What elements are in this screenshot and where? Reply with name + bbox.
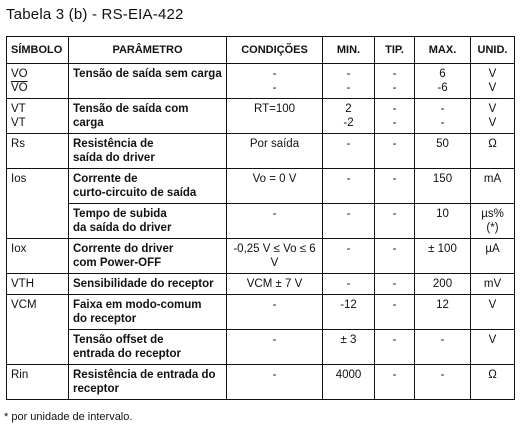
cell-max-line: ± 100	[428, 243, 457, 255]
cell-condicoes	[227, 134, 323, 169]
cell-tip	[375, 134, 415, 169]
cell-tip-line: -	[392, 173, 397, 185]
cell-max-line: 150	[432, 173, 453, 185]
cell-min-line: 4000	[335, 369, 362, 381]
cell-simbolo-line: Ios	[11, 173, 27, 185]
cell-unid-line: µs%	[481, 208, 504, 220]
cell-max	[415, 134, 471, 169]
cell-tip	[375, 295, 415, 330]
cell-tip-line: -	[392, 138, 397, 150]
cell-min-line: -	[346, 82, 351, 94]
table-row	[7, 64, 515, 99]
cell-parametro	[69, 295, 227, 330]
cell-parametro-line: receptor	[73, 383, 120, 395]
cell-min-line: -2	[343, 117, 354, 129]
cell-condicoes-line: VCM ± 7 V	[246, 278, 303, 290]
cell-min	[323, 99, 375, 134]
cell-parametro	[69, 99, 227, 134]
cell-condicoes-line: Por saída	[249, 138, 300, 150]
cell-min-line: ± 3	[340, 334, 357, 346]
cell-max	[415, 239, 471, 274]
header-condicoes: CONDIÇÕES	[227, 37, 323, 64]
cell-max-line: 6	[439, 68, 446, 80]
cell-simbolo	[7, 274, 69, 295]
cell-parametro-line: Corrente de	[73, 173, 138, 185]
cell-condicoes-line: -	[272, 68, 277, 80]
cell-simbolo	[7, 204, 69, 239]
cell-max-line: -6	[437, 82, 448, 94]
cell-parametro-line: Corrente do driver	[73, 243, 174, 255]
cell-unid	[471, 134, 515, 169]
cell-unid-line: V	[488, 103, 497, 115]
cell-condicoes	[227, 204, 323, 239]
cell-min-line: -12	[340, 299, 357, 311]
cell-min	[323, 204, 375, 239]
cell-max-line: 50	[436, 138, 449, 150]
cell-min-line: -	[346, 208, 351, 220]
table-row	[7, 169, 515, 204]
cell-unid	[471, 169, 515, 204]
cell-tip-line: -	[392, 103, 397, 115]
cell-min-line: -	[346, 243, 351, 255]
table-row	[7, 365, 515, 400]
cell-condicoes-line: -	[272, 82, 277, 94]
cell-unid-line: V	[488, 82, 497, 94]
cell-condicoes	[227, 365, 323, 400]
cell-min	[323, 365, 375, 400]
cell-simbolo-line: VO	[11, 68, 28, 80]
cell-tip-line: -	[392, 278, 397, 290]
cell-max	[415, 64, 471, 99]
rs-eia-422-table	[6, 36, 515, 400]
cell-tip	[375, 239, 415, 274]
cell-max	[415, 330, 471, 365]
cell-parametro-line: saída do driver	[73, 152, 155, 164]
cell-tip-line: -	[392, 208, 397, 220]
cell-parametro-line: Resistência de entrada do	[73, 369, 216, 381]
table-title: Tabela 3 (b) - RS-EIA-422	[6, 6, 184, 23]
cell-unid	[471, 64, 515, 99]
cell-parametro-line: do receptor	[73, 313, 137, 325]
cell-simbolo-line: VT	[11, 117, 26, 129]
cell-min	[323, 274, 375, 295]
header-simbolo: SÍMBOLO	[7, 37, 69, 64]
cell-tip	[375, 204, 415, 239]
cell-tip	[375, 99, 415, 134]
cell-unid-line: Ω	[488, 138, 497, 150]
cell-unid	[471, 99, 515, 134]
cell-condicoes-line: RT=100	[253, 103, 296, 115]
cell-min-line: -	[346, 173, 351, 185]
cell-unid	[471, 274, 515, 295]
cell-simbolo	[7, 295, 69, 330]
cell-condicoes-line: -	[272, 334, 277, 346]
cell-parametro-line: Sensibilidade do receptor	[73, 278, 214, 290]
cell-max-line: 200	[432, 278, 453, 290]
cell-simbolo-line: $\overline{VO}$	[11, 82, 28, 94]
cell-tip-line: -	[392, 299, 397, 311]
cell-parametro-line: Tensão de saída com carga	[73, 103, 189, 129]
cell-max-line: 12	[436, 299, 449, 311]
table-row	[7, 295, 515, 330]
cell-simbolo	[7, 330, 69, 365]
cell-max	[415, 274, 471, 295]
cell-parametro	[69, 204, 227, 239]
cell-unid	[471, 239, 515, 274]
cell-min	[323, 295, 375, 330]
cell-max-line: 10	[436, 208, 449, 220]
cell-condicoes	[227, 330, 323, 365]
cell-max-line: -	[440, 117, 445, 129]
cell-simbolo-line: VTH	[11, 278, 34, 290]
cell-unid-line: mV	[483, 278, 502, 290]
table-row	[7, 239, 515, 274]
footnote: * por unidade de intervalo.	[4, 411, 133, 423]
cell-unid-line: (*)	[486, 222, 499, 234]
table-row	[7, 330, 515, 365]
cell-max	[415, 295, 471, 330]
cell-tip-line: -	[392, 82, 397, 94]
cell-min-line: -	[346, 138, 351, 150]
cell-condicoes-line: -0,25 V ≤ Vo ≤ 6 V	[233, 243, 316, 269]
cell-min	[323, 169, 375, 204]
header-max: MAX.	[415, 37, 471, 64]
cell-unid-line: V	[488, 299, 497, 311]
cell-tip	[375, 365, 415, 400]
cell-max-line: -	[440, 103, 445, 115]
cell-max	[415, 169, 471, 204]
cell-condicoes	[227, 239, 323, 274]
cell-unid-line: V	[488, 334, 497, 346]
cell-simbolo	[7, 239, 69, 274]
cell-unid-line: Ω	[488, 369, 497, 381]
cell-parametro	[69, 330, 227, 365]
cell-parametro-line: curto-circuito de saída	[73, 187, 197, 199]
cell-condicoes-line: Vo = 0 V	[252, 173, 297, 185]
cell-tip-line: -	[392, 334, 397, 346]
cell-simbolo	[7, 134, 69, 169]
header-unid: UNID.	[471, 37, 515, 64]
cell-min-line: -	[346, 278, 351, 290]
cell-tip-line: -	[392, 117, 397, 129]
cell-tip	[375, 330, 415, 365]
cell-simbolo-line: VT	[11, 103, 26, 115]
cell-parametro-line: da saída do driver	[73, 222, 172, 234]
cell-parametro-line: Faixa em modo-comum	[73, 299, 202, 311]
cell-parametro-line: Resistência de	[73, 138, 154, 150]
cell-condicoes	[227, 169, 323, 204]
cell-parametro	[69, 64, 227, 99]
cell-parametro	[69, 239, 227, 274]
cell-tip-line: -	[392, 243, 397, 255]
cell-condicoes	[227, 99, 323, 134]
cell-unid	[471, 204, 515, 239]
header-row	[7, 37, 515, 64]
cell-parametro	[69, 169, 227, 204]
cell-min	[323, 330, 375, 365]
cell-max	[415, 365, 471, 400]
cell-tip-line: -	[392, 68, 397, 80]
table-row	[7, 134, 515, 169]
cell-simbolo	[7, 365, 69, 400]
cell-simbolo	[7, 169, 69, 204]
cell-simbolo	[7, 99, 69, 134]
cell-unid-line: mA	[483, 173, 502, 185]
header-tip: TIP.	[375, 37, 415, 64]
cell-simbolo	[7, 64, 69, 99]
cell-simbolo-line: Rin	[11, 369, 29, 381]
cell-min	[323, 64, 375, 99]
cell-tip-line: -	[392, 369, 397, 381]
cell-min-line: -	[346, 68, 351, 80]
cell-condicoes	[227, 295, 323, 330]
header-min: MIN.	[323, 37, 375, 64]
cell-unid	[471, 365, 515, 400]
cell-max	[415, 204, 471, 239]
cell-parametro-line: com Power-OFF	[73, 257, 162, 269]
cell-parametro-line: entrada do receptor	[73, 348, 181, 360]
cell-unid-line: µA	[485, 243, 500, 255]
cell-unid-line: V	[488, 117, 497, 129]
cell-condicoes-line: -	[272, 299, 277, 311]
cell-parametro-line: Tensão offset de	[73, 334, 164, 346]
cell-condicoes	[227, 64, 323, 99]
cell-unid	[471, 295, 515, 330]
cell-parametro-line: Tempo de subida	[73, 208, 167, 220]
header-parametro: PARÂMETRO	[69, 37, 227, 64]
cell-min	[323, 239, 375, 274]
cell-min	[323, 134, 375, 169]
cell-unid-line: V	[488, 68, 497, 80]
cell-simbolo-line: Rs	[11, 138, 26, 150]
cell-unid	[471, 330, 515, 365]
cell-min-line: 2	[345, 103, 352, 115]
cell-simbolo-line: Iox	[11, 243, 27, 255]
cell-parametro	[69, 274, 227, 295]
cell-condicoes-line: -	[272, 369, 277, 381]
cell-parametro	[69, 365, 227, 400]
cell-parametro-line: Tensão de saída sem carga	[73, 68, 222, 80]
cell-max	[415, 99, 471, 134]
cell-tip	[375, 64, 415, 99]
cell-tip	[375, 169, 415, 204]
cell-condicoes-line: -	[272, 208, 277, 220]
cell-tip	[375, 274, 415, 295]
cell-condicoes	[227, 274, 323, 295]
table-row	[7, 204, 515, 239]
cell-parametro	[69, 134, 227, 169]
table-row	[7, 99, 515, 134]
cell-simbolo-line: VCM	[11, 299, 37, 311]
cell-max-line: -	[440, 369, 445, 381]
cell-max-line: -	[440, 334, 445, 346]
table-row	[7, 274, 515, 295]
